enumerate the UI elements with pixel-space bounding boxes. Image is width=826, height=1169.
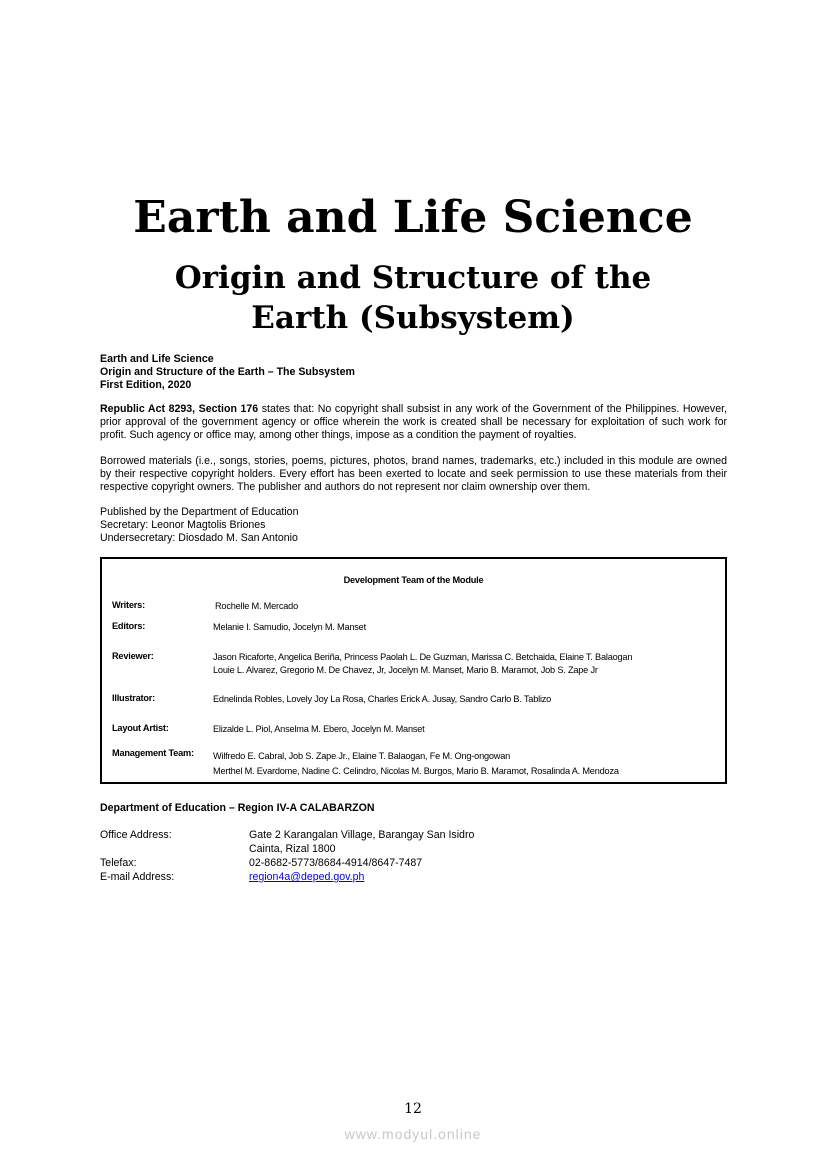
- subtitle-line-1: Origin and Structure of the: [174, 260, 652, 296]
- development-team-heading: Development Team of the Module: [343, 575, 484, 585]
- management-line-2: Merthel M. Evardome, Nadine C. Celindro, Nicolas M. Burgos, Mario B. Maramot, Rosalinda A. Mendoza: [213, 766, 619, 776]
- region-heading: Department of Education – Region IV-A CALABARZON: [100, 802, 375, 814]
- edition-module: Origin and Structure of the Earth – The Subsystem: [100, 365, 355, 378]
- office-address-label: Office Address:: [100, 829, 172, 841]
- contact-info: [100, 828, 700, 884]
- reviewer-line-1: Jason Ricaforte, Angelica Beriña, Princess Paolah L. De Guzman, Marissa C. Betchaida, Elaine T. Balaogan: [213, 652, 633, 662]
- email-label: E-mail Address:: [100, 871, 175, 883]
- main-title: Earth and Life Science: [133, 192, 693, 243]
- telefax-value: 02-8682-5773/8684-4914/8647-7487: [249, 857, 423, 869]
- reviewer-label: Reviewer:: [112, 651, 154, 661]
- illustrator-value: Ednelinda Robles, Lovely Joy La Rosa, Charles Erick A. Jusay, Sandro Carlo B. Tablizo: [213, 694, 552, 704]
- development-team-box: [100, 557, 727, 784]
- reviewer-line-2: Louie L. Alvarez, Gregorio M. De Chavez, Jr, Jocelyn M. Manset, Mario B. Maramot, Job S. Zape Jr: [213, 665, 598, 675]
- published-by: Published by the Department of Education: [100, 506, 299, 518]
- office-address-line-2: Cainta, Rizal 1800: [249, 843, 336, 855]
- subtitle: [0, 258, 826, 338]
- reviewer-value: [213, 651, 632, 677]
- editors-value: Melanie I. Samudio, Jocelyn M. Manset: [213, 622, 366, 632]
- telefax-row: [100, 856, 700, 870]
- copyright-notice: [100, 403, 727, 442]
- layout-artist-value: Elizalde L. Piol, Anselma M. Ebero, Jocelyn M. Manset: [213, 724, 425, 734]
- undersecretary: Undersecretary: Diosdado M. San Antonio: [100, 531, 298, 544]
- edition-subject: Earth and Life Science: [100, 353, 214, 365]
- ra-citation: Republic Act 8293, Section 176: [100, 403, 259, 415]
- management-label: Management Team:: [112, 748, 194, 758]
- publisher-info: [100, 506, 727, 545]
- office-address-row: [100, 828, 700, 842]
- editors-label: Editors:: [112, 621, 146, 631]
- management-line-1: Wilfredo E. Cabral, Job S. Zape Jr., Elaine T. Balaogan, Fe M. Ong-ongowan: [213, 751, 511, 761]
- edition-info: [100, 353, 727, 392]
- secretary: Secretary: Leonor Magtolis Briones: [100, 518, 266, 531]
- ra-text: states that: No copyright shall subsist in any work of the Government of the Philippines. However, prior approval of the government agency or office wherein the work is created shall be necessary for exploitation of such work for profit. Such agency or office may, among other things, impose as a condition the payment of royalties.: [100, 403, 727, 441]
- office-address-line-1: Gate 2 Karangalan Village, Barangay San Isidro: [249, 829, 475, 841]
- email-link[interactable]: region4a@deped.gov.ph: [249, 871, 365, 883]
- office-address-row-2: [100, 842, 700, 856]
- layout-artist-label: Layout Artist:: [112, 723, 169, 733]
- telefax-label: Telefax:: [100, 857, 137, 869]
- edition-number: First Edition, 2020: [100, 378, 192, 391]
- management-value: [213, 748, 619, 778]
- writers-value: Rochelle M. Mercado: [215, 601, 299, 611]
- borrowed-text: Borrowed materials (i.e., songs, stories, poems, pictures, photos, brand names, trademarks, etc.) included in this module are owned by their respective copyright holders. Every effort has been exerted to locate and seek permission to use these materials from their respective copyright owners. The publisher and authors do not represent nor claim ownership over them.: [100, 455, 727, 493]
- illustrator-label: Illustrator:: [112, 693, 156, 703]
- page-number: 12: [404, 1101, 422, 1117]
- borrowed-materials-notice: [100, 455, 727, 494]
- email-row: [100, 870, 700, 884]
- watermark-text: www.modyul.online: [344, 1126, 482, 1142]
- writers-label: Writers:: [112, 600, 145, 610]
- subtitle-line-2: Earth (Subsystem): [251, 300, 575, 336]
